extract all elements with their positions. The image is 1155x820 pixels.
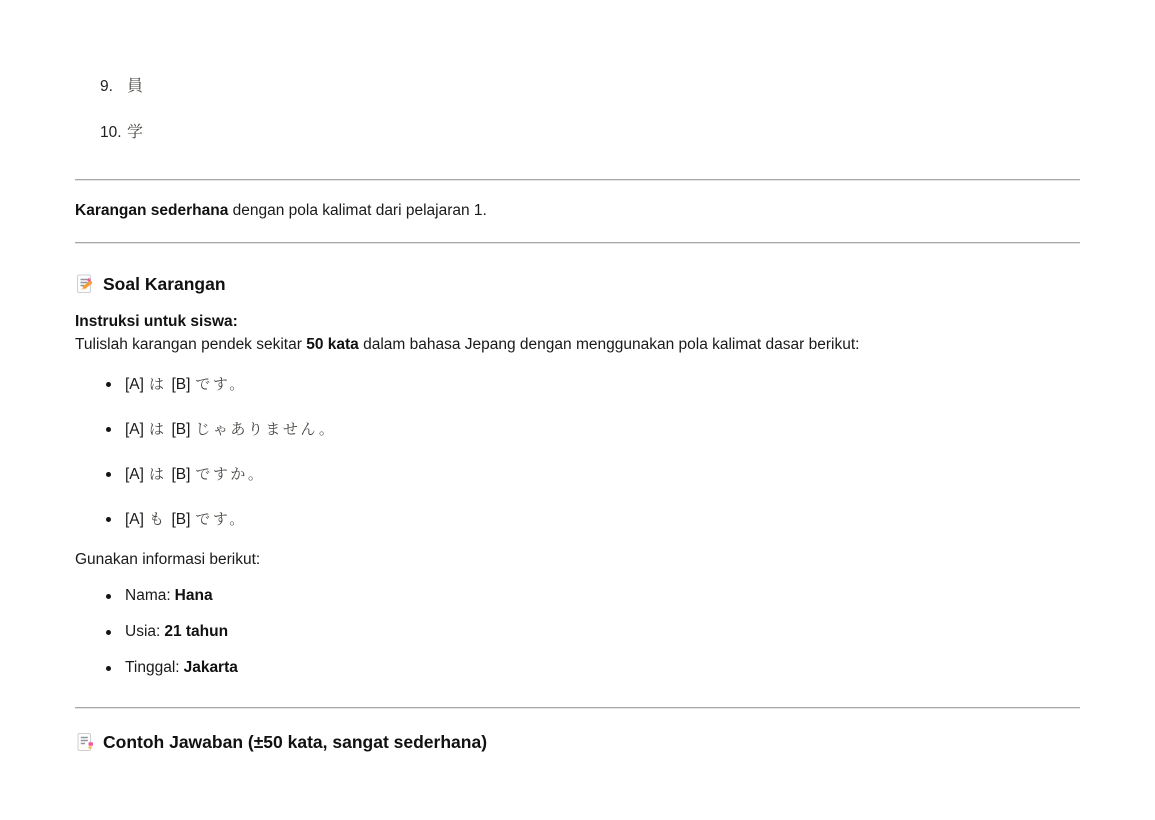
info-item-value: Hana [174,587,213,604]
info-item-value: Jakarta [183,659,238,676]
list-item-kanji: 学 [127,122,146,141]
pattern-item [75,505,1080,533]
info-item [75,657,1080,679]
pattern-item [75,370,1080,398]
section-title: Contoh Jawaban (±50 kata, sangat sederhana) [103,732,488,752]
section-heading-contoh [75,730,1080,754]
pattern-item [75,415,1080,443]
pattern-list [75,370,1080,533]
info-item-label: Usia: [125,623,161,640]
instruction-sentence-bold: 50 kata [306,336,359,353]
intro-rest: dengan pola kalimat dari pelajaran 1. [228,202,487,219]
section-heading-soal [75,272,1080,296]
bracket-a: [A] [125,511,144,528]
info-label: Gunakan informasi berikut: [75,551,261,568]
pattern-ending: です。 [195,510,247,528]
memo-icon [75,274,95,294]
list-item [75,75,1080,97]
particle: は [148,375,167,393]
pattern-item [75,460,1080,488]
bracket-a: [A] [125,421,144,438]
bracket-b: [B] [171,466,191,483]
instruction-paragraph [75,310,1080,356]
info-item [75,621,1080,643]
numbered-list [75,75,1080,143]
particle: は [148,465,167,483]
instruction-sentence-pre: Tulislah karangan pendek sekitar [75,336,307,353]
bracket-b: [B] [171,376,191,393]
particle: も [148,510,167,528]
horizontal-rule [75,179,1080,181]
pattern-ending: ですか。 [195,465,266,483]
instruction-sentence-post: dalam bahasa Jepang dengan menggunakan pola kalimat dasar berikut: [358,336,860,353]
bracket-b: [B] [171,421,191,438]
pattern-ending: です。 [195,375,247,393]
horizontal-rule [75,707,1080,709]
bookmark-tabs-icon [75,732,95,752]
horizontal-rule [75,242,1080,244]
info-item-label: Tinggal: [125,659,180,676]
list-item [75,121,1080,143]
intro-paragraph [75,200,1080,221]
instruction-label: Instruksi untuk siswa: [75,313,238,330]
info-item [75,585,1080,607]
pattern-ending: じゃありません。 [195,420,337,438]
intro-lead: Karangan sederhana [75,202,229,219]
bracket-b: [B] [171,511,191,528]
section-title: Soal Karangan [103,274,226,294]
list-item-kanji: 員 [127,76,146,95]
list-item-number: 9. [100,78,113,95]
particle: は [148,420,167,438]
list-item-number: 10. [100,124,122,141]
info-item-label: Nama: [125,587,171,604]
bracket-a: [A] [125,376,144,393]
bracket-a: [A] [125,466,144,483]
info-item-value: 21 tahun [164,623,229,640]
info-list [75,585,1080,679]
